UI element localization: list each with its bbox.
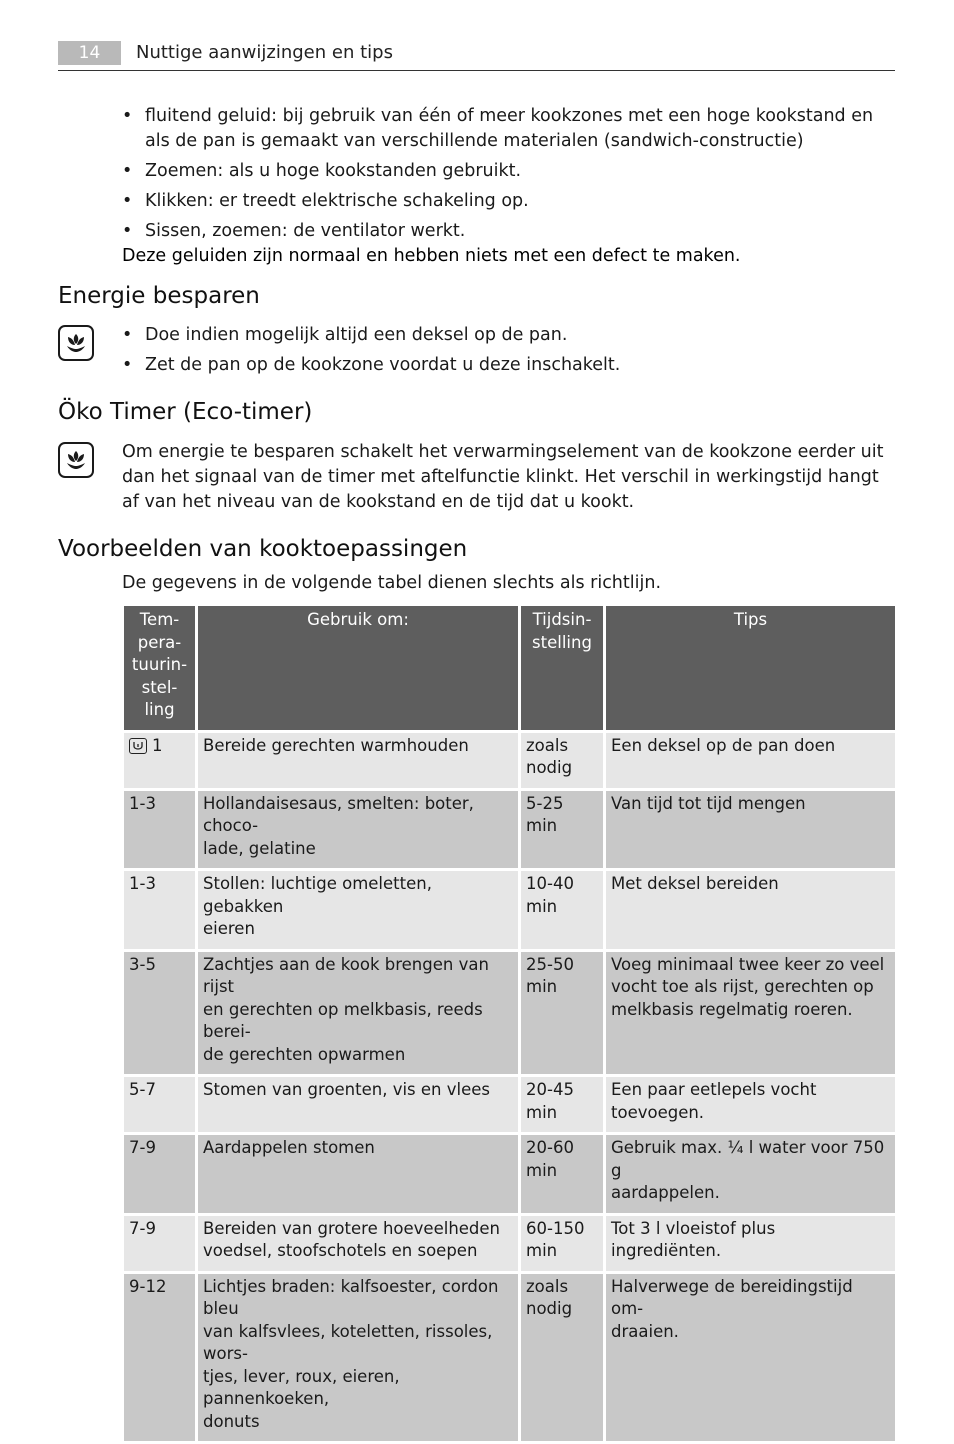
table-row bbox=[123, 1134, 897, 1215]
header-rule bbox=[58, 70, 895, 71]
table-row bbox=[123, 1272, 897, 1443]
bullet-dot: • bbox=[122, 325, 133, 345]
time-cell: zoals nodig bbox=[520, 1272, 605, 1443]
column-header: Gebruik om: bbox=[197, 605, 520, 732]
eco-leaf-icon bbox=[58, 442, 94, 478]
tips-cell: Een paar eetlepels vocht toevoegen. bbox=[605, 1076, 897, 1134]
time-cell: 60-150 min bbox=[520, 1214, 605, 1272]
cooking-table bbox=[121, 603, 898, 1444]
bullet-text: Doe indien mogelijk altijd een deksel op de pan. bbox=[145, 325, 568, 345]
bullet-dot: • bbox=[122, 355, 133, 375]
tips-cell: Met deksel bereiden bbox=[605, 870, 897, 951]
energy-bullet bbox=[122, 353, 894, 378]
eco-timer-text: Om energie te besparen schakelt het verwarmingselement van de kookzone eerder uit dan het signaal van de timer met aftelfunctie klinkt. Het verschil in werkingstijd hangt af van het niveau van de kookstand en de tijd dat u kookt. bbox=[122, 442, 884, 512]
use-cell: Bereiden van grotere hoeveelheden voedsel, stoofschotels en soepen bbox=[197, 1214, 520, 1272]
use-cell: Bereide gerechten warmhouden bbox=[197, 731, 520, 789]
time-cell: 10-40 min bbox=[520, 870, 605, 951]
table-row bbox=[123, 1214, 897, 1272]
section-heading-examples: Voorbeelden van kooktoepassingen bbox=[58, 536, 468, 562]
table-row bbox=[123, 950, 897, 1076]
energy-bullet bbox=[122, 323, 894, 348]
tips-cell: Tot 3 l vloeistof plus ingrediënten. bbox=[605, 1214, 897, 1272]
setting-cell bbox=[123, 731, 197, 789]
column-header: Tijdsin- stelling bbox=[520, 605, 605, 732]
noise-note: Deze geluiden zijn normaal en hebben niets met een defect te maken. bbox=[122, 246, 741, 266]
bullet-text: Zet de pan op de kookzone voordat u deze inschakelt. bbox=[145, 355, 621, 375]
section-heading-energy: Energie besparen bbox=[58, 283, 260, 309]
use-cell: Stomen van groenten, vis en vlees bbox=[197, 1076, 520, 1134]
time-cell: 20-60 min bbox=[520, 1134, 605, 1215]
noise-bullet bbox=[122, 104, 894, 154]
table-row bbox=[123, 731, 897, 789]
use-cell: Stollen: luchtige omeletten, gebakken eieren bbox=[197, 870, 520, 951]
tips-cell: Halverwege de bereidingstijd om- draaien. bbox=[605, 1272, 897, 1443]
bullet-text: Sissen, zoemen: de ventilator werkt. bbox=[145, 221, 466, 241]
page-number: 14 bbox=[58, 41, 121, 65]
eco-leaf-icon bbox=[58, 325, 94, 361]
table-row bbox=[123, 1076, 897, 1134]
bullet-text: fluitend geluid: bij gebruik van één of meer kookzones met een hoge kookstand en als de pan is gemaakt van verschillende materialen (sandwich-constructie) bbox=[145, 106, 874, 151]
header-title: Nuttige aanwijzingen en tips bbox=[136, 42, 393, 63]
setting-cell: 7-9 bbox=[123, 1134, 197, 1215]
column-header: Tem- pera- tuurin- stel- ling bbox=[123, 605, 197, 732]
noise-bullet bbox=[122, 189, 894, 214]
setting-cell: 5-7 bbox=[123, 1076, 197, 1134]
setting-cell: 9-12 bbox=[123, 1272, 197, 1443]
column-header: Tips bbox=[605, 605, 897, 732]
setting-cell: 1-3 bbox=[123, 789, 197, 870]
bullet-dot: • bbox=[122, 221, 133, 241]
examples-intro: De gegevens in de volgende tabel dienen slechts als richtlijn. bbox=[122, 573, 662, 593]
bullet-text: Zoemen: als u hoge kookstanden gebruikt. bbox=[145, 161, 522, 181]
keep-warm-icon bbox=[129, 738, 147, 754]
setting-cell: 3-5 bbox=[123, 950, 197, 1076]
use-cell: Hollandaisesaus, smelten: boter, choco- lade, gelatine bbox=[197, 789, 520, 870]
time-cell: 20-45 min bbox=[520, 1076, 605, 1134]
noise-bullet bbox=[122, 219, 894, 244]
noise-bullet bbox=[122, 159, 894, 184]
setting-cell: 1-3 bbox=[123, 870, 197, 951]
bullet-dot: • bbox=[122, 161, 133, 181]
bullet-dot: • bbox=[122, 191, 133, 211]
bullet-text: Klikken: er treedt elektrische schakeling op. bbox=[145, 191, 529, 211]
use-cell: Aardappelen stomen bbox=[197, 1134, 520, 1215]
table-row bbox=[123, 870, 897, 951]
bullet-dot: • bbox=[122, 106, 133, 126]
setting-value: 1 bbox=[152, 735, 163, 755]
time-cell: zoals nodig bbox=[520, 731, 605, 789]
table-header-row bbox=[123, 605, 897, 732]
section-heading-eco-timer: Öko Timer (Eco-timer) bbox=[58, 399, 313, 425]
tips-cell: Van tijd tot tijd mengen bbox=[605, 789, 897, 870]
table-row bbox=[123, 789, 897, 870]
time-cell: 5-25 min bbox=[520, 789, 605, 870]
time-cell: 25-50 min bbox=[520, 950, 605, 1076]
use-cell: Lichtjes braden: kalfsoester, cordon bleu van kalfsvlees, koteletten, rissoles, wors- tjes, lever, roux, eieren, pannenkoeken, donuts bbox=[197, 1272, 520, 1443]
tips-cell: Voeg minimaal twee keer zo veel vocht toe als rijst, gerechten op melkbasis regelmatig roeren. bbox=[605, 950, 897, 1076]
setting-cell: 7-9 bbox=[123, 1214, 197, 1272]
use-cell: Zachtjes aan de kook brengen van rijst en gerechten op melkbasis, reeds berei- de gerechten opwarmen bbox=[197, 950, 520, 1076]
tips-cell: Gebruik max. ¼ l water voor 750 g aardappelen. bbox=[605, 1134, 897, 1215]
tips-cell: Een deksel op de pan doen bbox=[605, 731, 897, 789]
